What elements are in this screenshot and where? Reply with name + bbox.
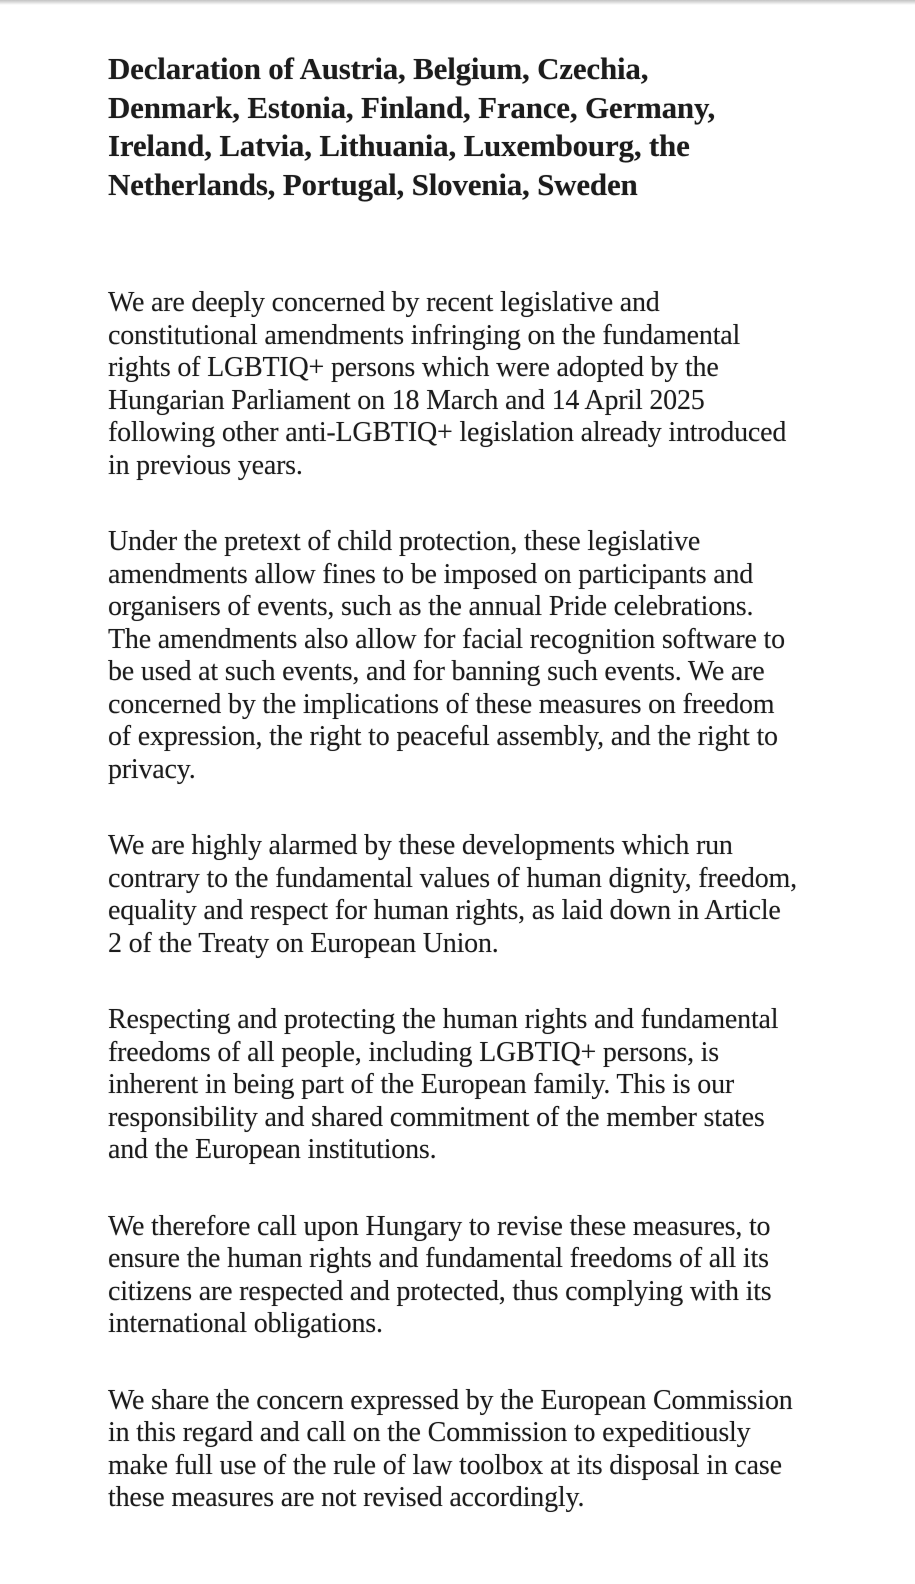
text-line: contrary to the fundamental values of human dignity, freedom, [108,862,797,894]
title-line: Netherlands, Portugal, Slovenia, Sweden [108,166,638,202]
text-line: Hungarian Parliament on 18 March and 14 April 2025 [108,384,705,416]
text-line: inherent in being part of the European family. This is our [108,1069,735,1100]
text-line: citizens are respected and protected, thus complying with its [108,1275,772,1307]
text-line: make full use of the rule of law toolbox at its disposal in case [108,1449,782,1481]
text-line: The amendments also allow for facial recognition software to [108,623,785,655]
text-line: amendments allow fines to be imposed on participants and [108,558,754,590]
title-line: Declaration of Austria, Belgium, Czechia, [108,51,649,86]
text-line: these measures are not revised accordingly. [108,1482,585,1513]
paragraph-alarmed [108,830,875,960]
paragraph-concern [108,287,875,482]
text-line: in this regard and call on the Commission to expeditiously [108,1417,751,1448]
text-line: freedoms of all people, including LGBTIQ+ persons, is [108,1036,719,1068]
text-line: following other anti-LGBTIQ+ legislation already introduced [108,417,787,448]
text-line: in previous years. [108,449,303,481]
text-line: be used at such events, and for banning such events. We are [108,656,765,687]
declaration-title [108,50,875,204]
text-line: We therefore call upon Hungary to revise these measures, to [108,1210,771,1242]
text-line: and the European institutions. [108,1134,437,1165]
text-line: responsibility and shared commitment of the member states [108,1101,765,1133]
paragraph-commission [108,1385,875,1515]
text-line: We are deeply concerned by recent legislative and [108,287,660,318]
text-line: international obligations. [108,1308,383,1339]
text-line: Respecting and protecting the human rights and fundamental [108,1004,779,1035]
text-line: equality and respect for human rights, as laid down in Article [108,895,781,926]
text-line: concerned by the implications of these measures on freedom [108,688,775,720]
paragraph-child-protection [108,526,875,786]
text-line: We share the concern expressed by the European Commission [108,1384,793,1416]
text-line: organisers of events, such as the annual Pride celebrations. [108,591,754,622]
title-line: Denmark, Estonia, Finland, France, Germany, [108,89,716,125]
text-line: ensure the human rights and fundamental freedoms of all its [108,1243,769,1274]
text-line: constitutional amendments infringing on the fundamental [108,319,741,351]
text-line: privacy. [108,753,196,785]
title-line: Ireland, Latvia, Lithuania, Luxembourg, the [108,128,690,163]
text-line: 2 of the Treaty on European Union. [108,927,499,959]
paragraph-european-family [108,1004,875,1167]
text-line: We are highly alarmed by these developments which run [108,830,733,861]
paragraph-call-upon-hungary [108,1211,875,1341]
text-line: rights of LGBTIQ+ persons which were adopted by the [108,352,719,383]
text-line: of expression, the right to peaceful assembly, and the right to [108,721,778,752]
text-line: Under the pretext of child protection, these legislative [108,526,701,557]
